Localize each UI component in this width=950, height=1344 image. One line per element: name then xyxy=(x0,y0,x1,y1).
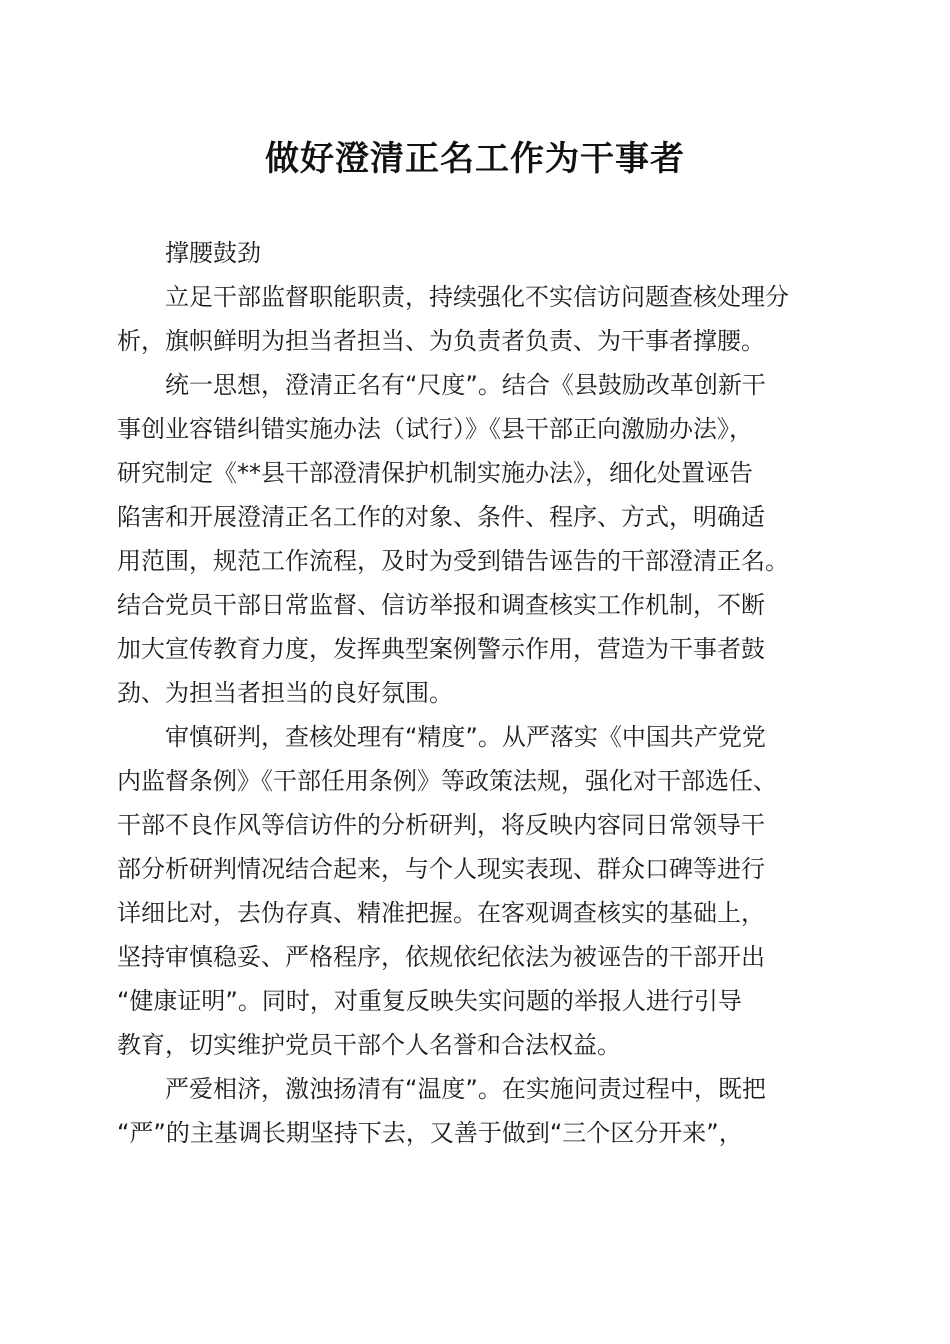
text-line: 用范围，规范工作流程，及时为受到错告诬告的干部澄清正名。 xyxy=(117,547,789,575)
text-line: 详细比对，去伪存真、精准把握。在客观调查核实的基础上， xyxy=(117,899,765,927)
text-line: 干部不良作风等信访件的分析研判，将反映内容同日常领导干 xyxy=(117,811,765,839)
text-line: 陷害和开展澄清正名工作的对象、条件、程序、方式，明确适 xyxy=(117,503,765,531)
text-line: 立足干部监督职能职责，持续强化不实信访问题查核处理分 xyxy=(117,283,789,311)
text-line: “严”的主基调长期坚持下去，又善于做到“三个区分开来”， xyxy=(117,1119,743,1147)
text-line: 审慎研判，查核处理有“精度”。从严落实《中国共产党党 xyxy=(117,723,766,751)
text-line: 劲、为担当者担当的良好氛围。 xyxy=(117,679,453,707)
text-line: 加大宣传教育力度，发挥典型案例警示作用，营造为干事者鼓 xyxy=(117,635,765,663)
text-line: 事创业容错纠错实施办法（试行）》《县干部正向激励办法》， xyxy=(117,415,753,443)
text-line: 析，旗帜鲜明为担当者担当、为负责者负责、为干事者撑腰。 xyxy=(117,327,765,355)
text-line: 研究制定《**县干部澄清保护机制实施办法》，细化处置诬告 xyxy=(117,459,753,487)
document-title: 做好澄清正名工作为干事者 xyxy=(265,139,685,179)
text-line: 教育，切实维护党员干部个人名誉和合法权益。 xyxy=(117,1031,621,1059)
text-line: 内监督条例》《干部任用条例》等政策法规，强化对干部选任、 xyxy=(117,767,777,795)
text-line: 坚持审慎稳妥、严格程序，依规依纪依法为被诬告的干部开出 xyxy=(117,943,765,971)
text-line: 部分析研判情况结合起来，与个人现实表现、群众口碑等进行 xyxy=(117,855,765,883)
text-line: 结合党员干部日常监督、信访举报和调查核实工作机制，不断 xyxy=(117,591,765,619)
text-line: 撑腰鼓劲 xyxy=(117,239,261,267)
text-line: 严爱相济，激浊扬清有“温度”。在实施问责过程中，既把 xyxy=(117,1075,766,1103)
text-line: 统一思想，澄清正名有“尺度”。结合《县鼓励改革创新干 xyxy=(117,371,766,399)
text-line: “健康证明”。同时，对重复反映失实问题的举报人进行引导 xyxy=(117,987,742,1015)
